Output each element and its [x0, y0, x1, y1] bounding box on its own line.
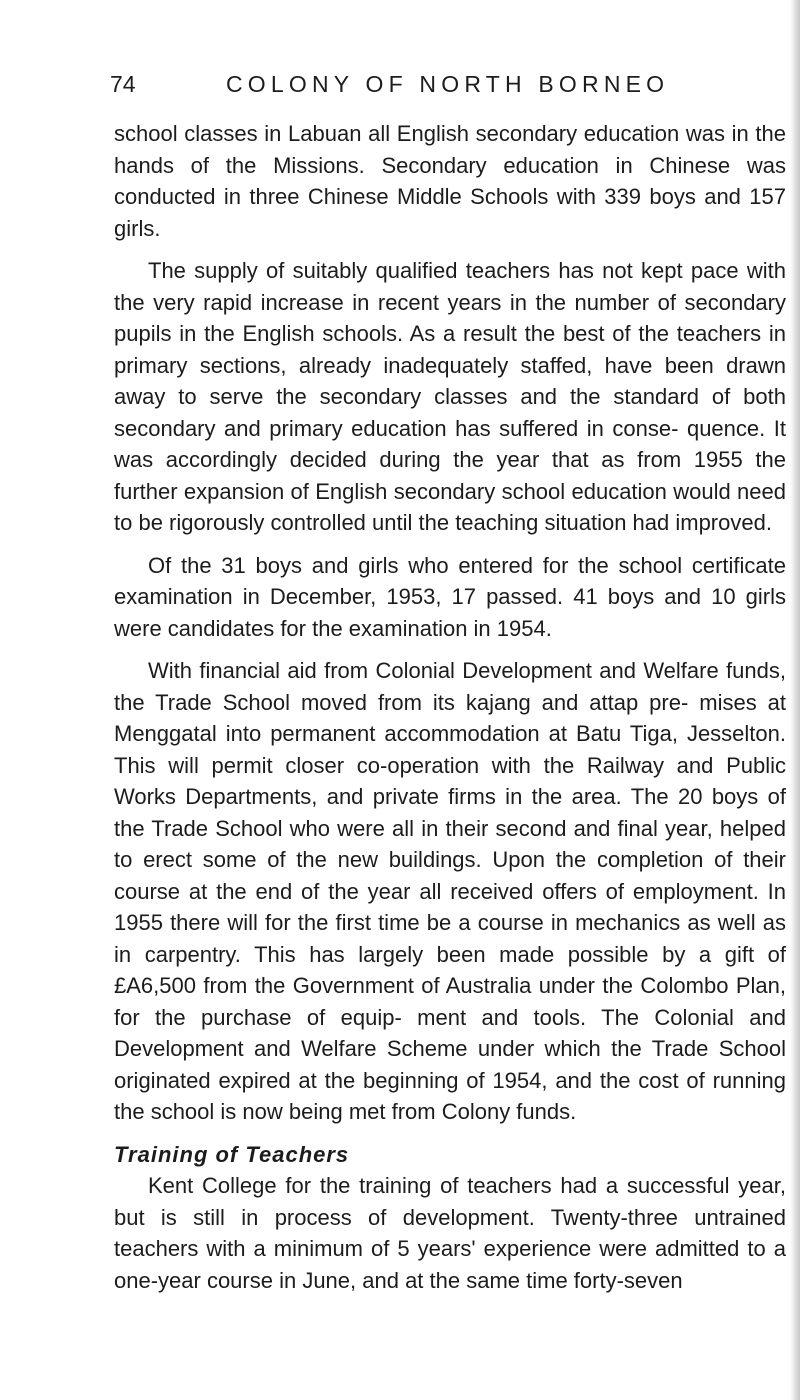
page-header	[110, 66, 670, 102]
paragraph-secondary-education: school classes in Labuan all English secondary education was in the hands of the Missions. Secondary education in Chinese was conducted in three Chinese Middle Schools with 339 boys and 157 girls.	[114, 121, 786, 241]
page-number: 74	[110, 71, 136, 97]
section-heading-training-of-teachers: Training of Teachers	[114, 1141, 350, 1167]
paragraph-school-certificate: Of the 31 boys and girls who entered for the school certificate examination in December, 1953, 17 passed. 41 boys and 10 girls were candidates for the examination in 1954.	[114, 552, 786, 641]
paragraph-teacher-supply: The supply of suitably qualified teachers has not kept pace with the very rapid increase in recent years in the number of secondary pupils in the English schools. As a result the best of the teachers in primary sections, already inadequately staffed, have been drawn away to serve the secondary classes and the standard of both secondary and primary education has suffered in conse- quence. It was accordingly decided during the year that as from 1955 the further expansion of English secondary school education would need to be rigorously controlled until the teaching situation had improved.	[114, 258, 786, 535]
body-text	[114, 118, 786, 1307]
page-edge-shadow	[790, 0, 800, 1400]
paragraph-trade-school: With financial aid from Colonial Development and Welfare funds, the Trade School moved from its kajang and attap pre- mises at Menggatal into permanent accommodation at Batu Tiga, Jesselton. This will permit closer co-operation with the Railway and Public Works Departments, and private firms in the area. The 20 boys of the Trade School who were all in their second and final year, helped to erect some of the new buildings. Upon the completion of their course at the end of the year all received offers of employment. In 1955 there will for the first time be a course in mechanics as well as in carpentry. This has largely been made possible by a gift of £A6,500 from the Government of Australia under the Colombo Plan, for the purchase of equip- ment and tools. The Colonial and Development and Welfare Scheme under which the Trade School originated expired at the beginning of 1954, and the cost of running the school is now being met from Colony funds.	[114, 658, 786, 1124]
paragraph-kent-college: Kent College for the training of teachers had a successful year, but is still in process of development. Twenty-three untrained teachers with a minimum of 5 years' experience were admitted to a one-year course in June, and at the same time forty-seven	[114, 1173, 786, 1293]
running-head: COLONY OF NORTH BORNEO	[226, 71, 670, 97]
